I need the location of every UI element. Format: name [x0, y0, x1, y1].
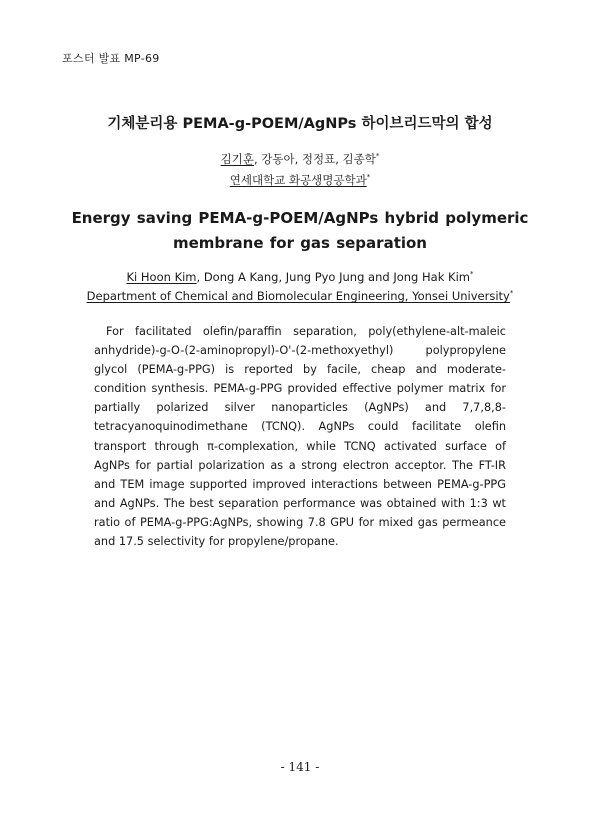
korean-corresponding-author: 김종학 [342, 152, 376, 166]
english-title-line-2: membrane for gas separation [172, 234, 427, 252]
korean-authors [0, 151, 600, 167]
korean-title: 기체분리용 PEMA-g-POEM/AgNPs 하이브리드막의 합성 [107, 116, 493, 132]
session-tag: 포스터 발표 MP-69 [62, 52, 160, 65]
corresponding-mark: * [375, 152, 380, 161]
affiliation-mark: * [366, 173, 371, 182]
korean-affiliation [0, 172, 600, 188]
page-number: - 141 - [280, 760, 320, 774]
korean-presenter: 김기훈 [220, 152, 254, 166]
english-presenter: Ki Hoon Kim [126, 270, 197, 284]
english-title-line-1: Energy saving PEMA-g-POEM/AgNPs hybrid polymeric [71, 209, 529, 227]
english-title [60, 206, 540, 256]
korean-affiliation-text: 연세대학교 화공생명공학과 [229, 173, 367, 187]
english-authors [0, 270, 600, 284]
english-affiliation-text: Department of Chemical and Biomolecular Engineering, Yonsei University [86, 289, 510, 303]
english-affiliation [0, 289, 600, 303]
abstract-body: For facilitated olefin/paraffin separation, poly(ethylene-alt-maleic anhydride)-g-O-(2-aminopropyl)-O'-(2-methoxyethyl) polypropylene glycol (PEMA-g-PPG) is reported by facile, cheap and moderate-condition synthesis. PEMA-g-PPG provided effective polymer matrix for partially polarized silver nanoparticles (AgNPs) and 7,7,8,8-tetracyanoquinodimethane (TCNQ). AgNPs could facilitate olefin transport through π-complexation, while TCNQ activated surface of AgNPs for partial polarization as a strong electron acceptor. The FT-IR and TEM image supported improved interactions between PEMA-g-PPG and AgNPs. The best separation performance was obtained with 1:3 wt ratio of PEMA-g-PPG:AgNPs, showing 7.8 GPU for mixed gas permeance and 17.5 selectivity for propylene/propane. [94, 325, 506, 549]
english-coauthors: , Dong A Kang, Jung Pyo Jung and Jong Hak Kim [196, 270, 470, 284]
korean-coauthors: , 강동아, 정정표, [253, 152, 343, 166]
english-corresponding-mark: * [469, 270, 474, 279]
english-affiliation-mark: * [509, 289, 514, 298]
